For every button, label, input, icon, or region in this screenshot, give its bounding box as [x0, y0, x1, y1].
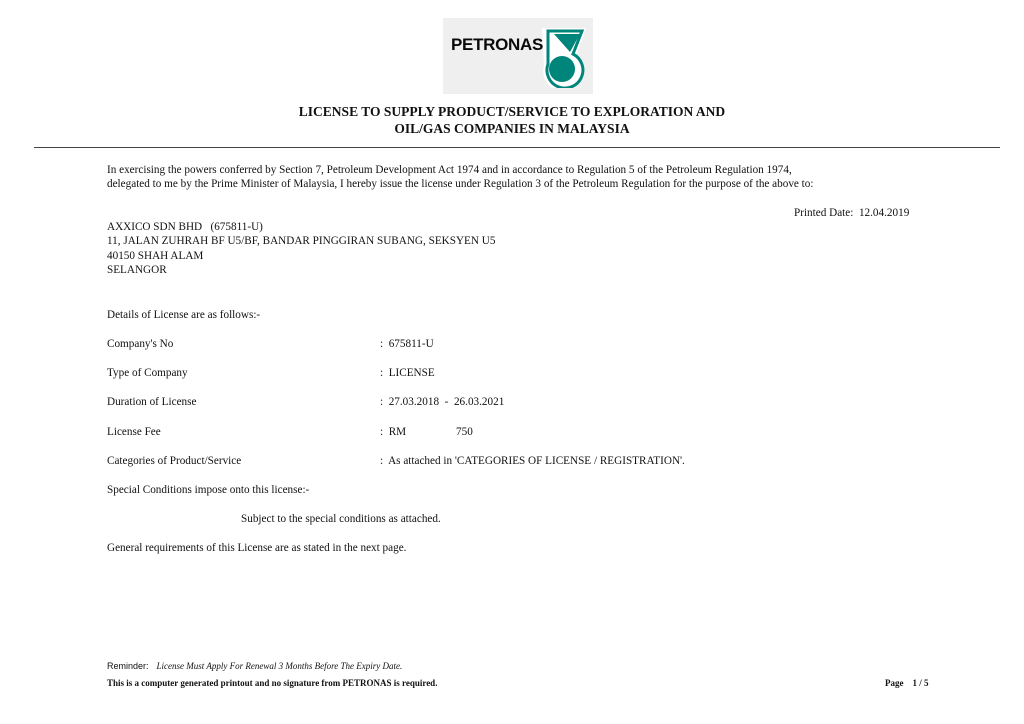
fee-currency: : RM [380, 426, 407, 438]
fee-amount: 750 [456, 426, 473, 438]
title-divider [34, 147, 1000, 148]
intro-line1: In exercising the powers conferred by Section 7, Petroleum Development Act 1974 and in accordance to Regulation 5 of the Petroleum Regulation 1974, [107, 164, 792, 176]
address-line3: SELANGOR [107, 264, 167, 276]
duration-value: : 27.03.2018 - 26.03.2021 [380, 396, 505, 408]
page-label: Page [885, 678, 904, 688]
categories-label: Categories of Product/Service [107, 455, 242, 467]
duration-label: Duration of License [107, 396, 197, 408]
petronas-logo [443, 18, 593, 94]
details-heading: Details of License are as follows:- [107, 309, 261, 321]
reminder-label: Reminder: [107, 661, 149, 671]
document-title-line1: LICENSE TO SUPPLY PRODUCT/SERVICE TO EXPLORATION AND [298, 104, 726, 119]
company-no-label: Company's No [107, 338, 174, 350]
company-type-label: Type of Company [107, 367, 188, 379]
special-conditions-text: Subject to the special conditions as attached. [241, 513, 441, 525]
company-name: AXXICO SDN BHD (675811-U) [107, 221, 263, 233]
company-type-value: : LICENSE [380, 367, 435, 379]
page-value: 1 / 5 [912, 678, 929, 688]
computer-generated-note: This is a computer generated printout and no signature from PETRONAS is required. [107, 678, 438, 688]
printed-date-label: Printed Date: [794, 207, 854, 219]
reminder [107, 656, 402, 674]
address-line2: 40150 SHAH ALAM [107, 250, 204, 262]
fee-label: License Fee [107, 426, 161, 438]
general-requirements-text: General requirements of this License are as stated in the next page. [107, 542, 407, 554]
address-line1: 11, JALAN ZUHRAH BF U5/BF, BANDAR PINGGIRAN SUBANG, SEKSYEN U5 [107, 235, 496, 247]
reminder-text: License Must Apply For Renewal 3 Months Before The Expiry Date. [156, 661, 403, 671]
page-indicator [885, 678, 929, 688]
printed-date [794, 207, 909, 219]
document-title-line2: OIL/GAS COMPANIES IN MALAYSIA [394, 121, 630, 136]
special-conditions-heading: Special Conditions impose onto this license:- [107, 484, 310, 496]
intro-line2: delegated to me by the Prime Minister of Malaysia, I hereby issue the license under Regulation 3 of the Petroleum Regulation for the purpose of the above to: [107, 178, 814, 190]
categories-value: : As attached in 'CATEGORIES OF LICENSE / REGISTRATION'. [380, 455, 685, 467]
company-no-value: : 675811-U [380, 338, 434, 350]
printed-date-value: 12.04.2019 [858, 207, 910, 219]
logo-text: PETRONAS [451, 35, 544, 54]
petronas-droplet-icon [540, 26, 588, 88]
